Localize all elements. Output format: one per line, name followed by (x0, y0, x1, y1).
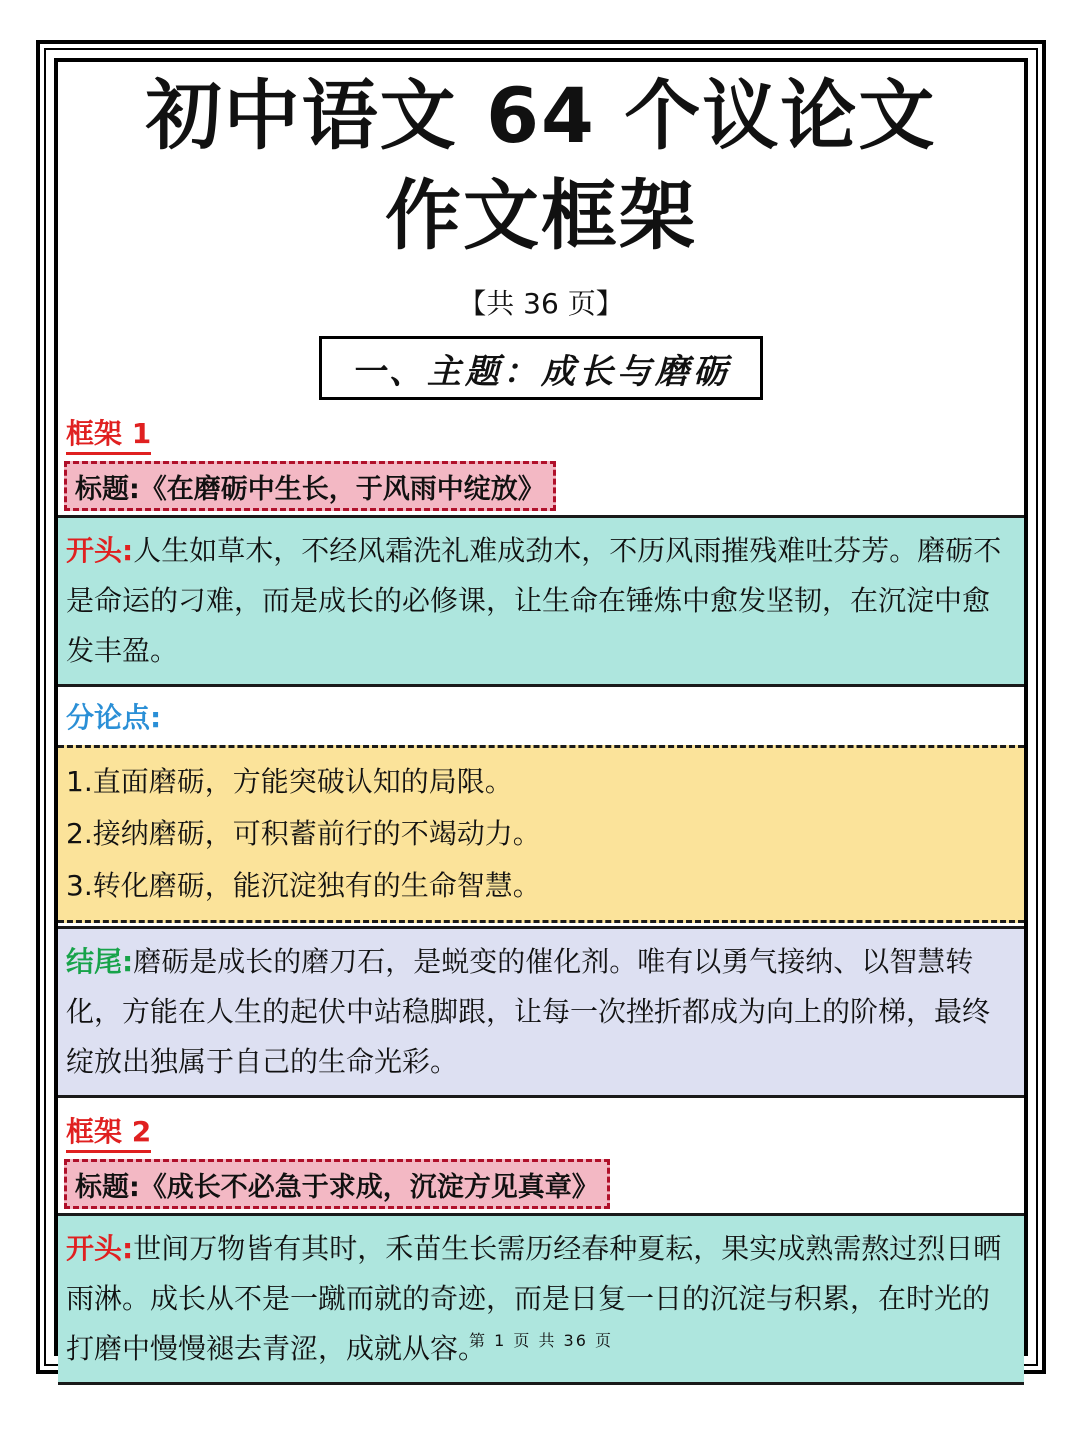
framework-1 (58, 400, 1024, 1098)
framework-2-opening (58, 1213, 1024, 1385)
framework-2-title: 标题:《成长不必急于求成，沉淀方见真章》 (64, 1159, 610, 1209)
page-footer: 第 1 页 共 36 页 (469, 1331, 613, 1350)
main-title (58, 66, 1024, 266)
theme-heading: 一、主题：成长与磨砺 (319, 336, 763, 400)
main-title-line-2: 作文框架 (385, 171, 697, 260)
page-content (58, 62, 1024, 1385)
opening-text: 人生如草木，不经风霜洗礼难成劲木，不历风雨摧残难吐芬芳。磨砺不是命运的刁难，而是成长的必修课，让生命在锤炼中愈发坚韧，在沉淀中愈发丰盈。 (66, 534, 1002, 667)
framework-1-points-heading (58, 687, 1024, 745)
framework-1-title-row (58, 455, 1024, 515)
opening-label: 开头: (66, 1232, 134, 1265)
opening-text: 世间万物皆有其时，禾苗生长需历经春种夏耘，果实成熟需熬过烈日晒雨淋。成长从不是一蹴而就的奇迹，而是日复一日的沉淀与积累，在时光的打磨中慢慢褪去青涩，成就从容。 (66, 1232, 1002, 1365)
framework-2-label: 框架 2 (66, 1114, 151, 1153)
point-item: 3.转化磨砺，能沉淀独有的生命智慧。 (66, 869, 541, 902)
framework-1-points (58, 745, 1024, 923)
framework-2-title-row (58, 1153, 1024, 1213)
framework-1-ending (58, 926, 1024, 1098)
framework-1-title: 标题:《在磨砺中生长，于风雨中绽放》 (64, 461, 556, 511)
framework-1-label: 框架 1 (66, 416, 151, 455)
points-label: 分论点: (66, 701, 162, 734)
opening-label: 开头: (66, 534, 134, 567)
point-item: 1.直面磨砺，方能突破认知的局限。 (66, 765, 513, 798)
ending-text: 磨砺是成长的磨刀石，是蜕变的催化剂。唯有以勇气接纳、以智慧转化，方能在人生的起伏中站稳脚跟，让每一次挫折都成为向上的阶梯，最终绽放出独属于自己的生命光彩。 (66, 945, 991, 1078)
ending-label: 结尾: (66, 945, 134, 978)
main-title-line-1: 初中语文 64 个议论文 (145, 71, 937, 160)
page-count: 【共 36 页】 (458, 287, 624, 320)
point-item: 2.接纳磨砺，可积蓄前行的不竭动力。 (66, 817, 541, 850)
framework-1-opening (58, 515, 1024, 687)
